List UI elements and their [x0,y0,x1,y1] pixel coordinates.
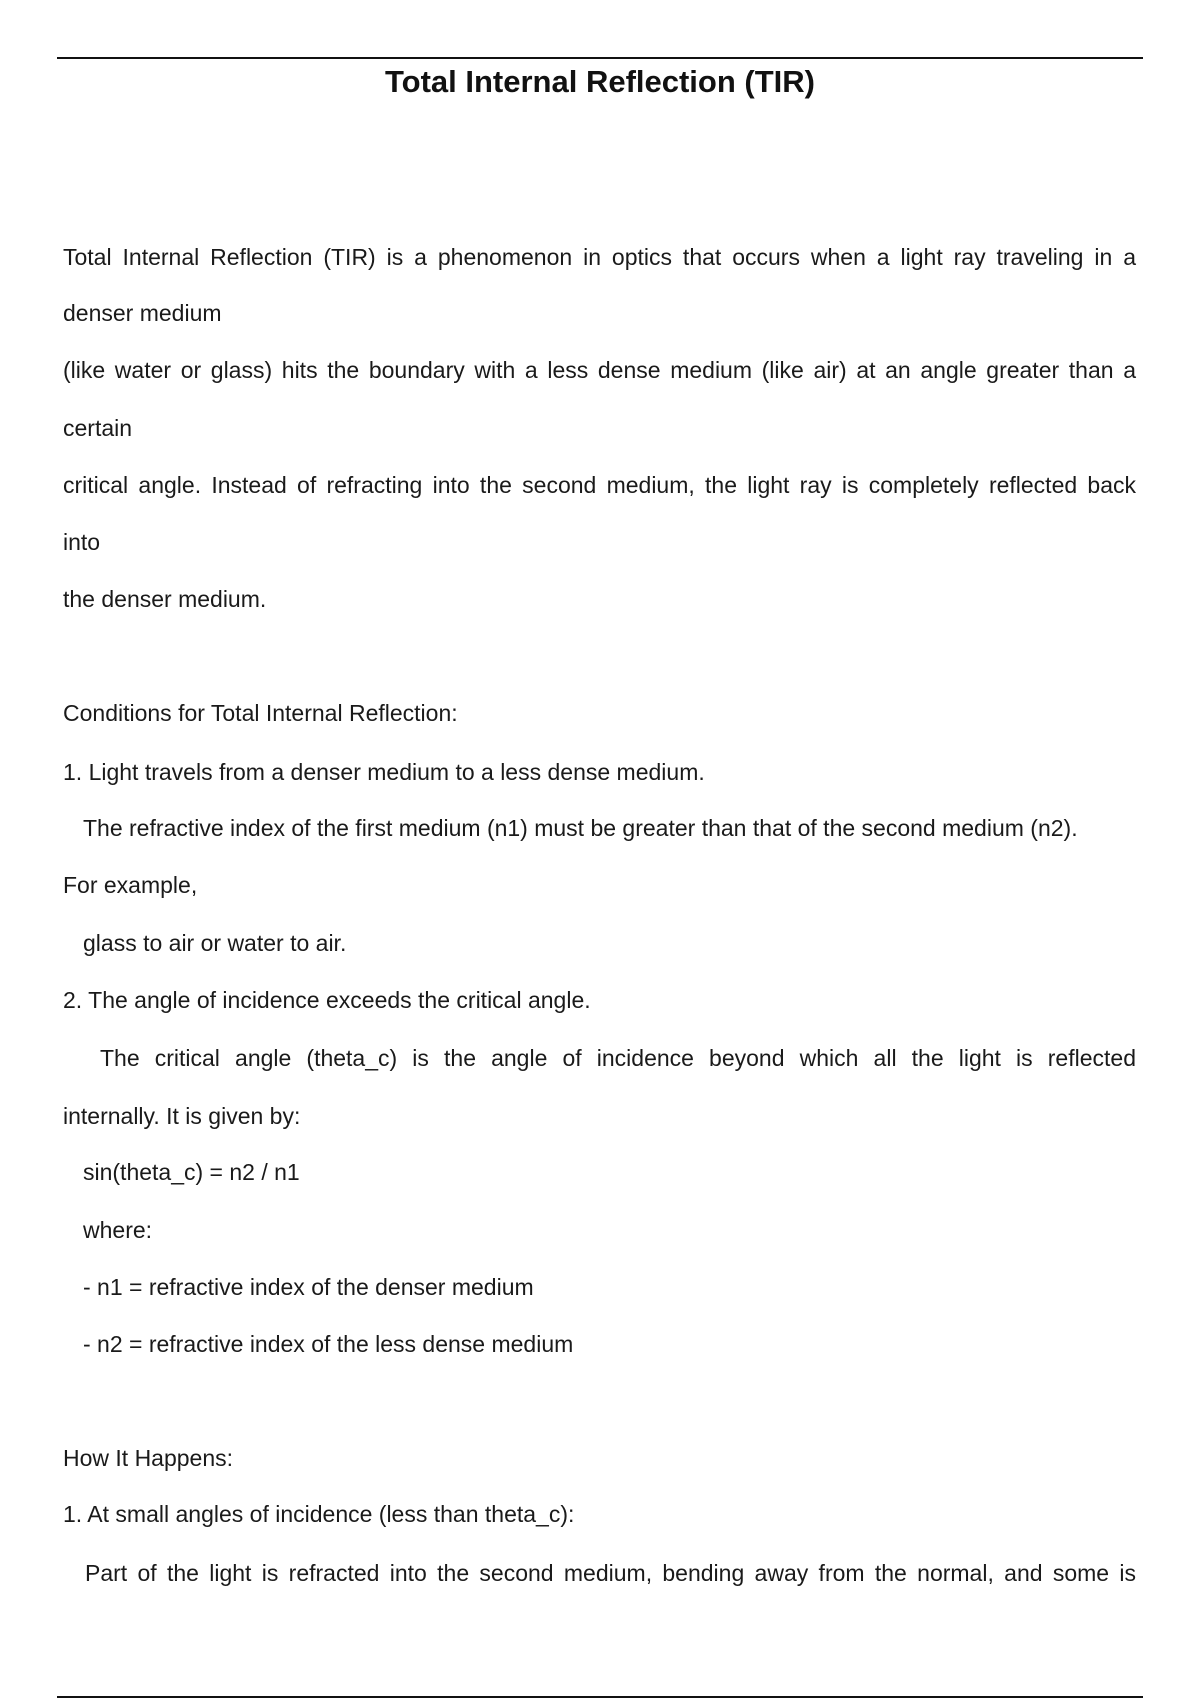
conditions-heading: Conditions for Total Internal Reflection: [63,700,458,726]
condition-item-1-example: For example, [63,872,198,898]
intro-line-2: denser medium [63,300,222,326]
definition-n1: - n1 = refractive index of the denser medium [83,1274,534,1300]
how-heading: How It Happens: [63,1445,234,1471]
how-item-1-detail: Part of the light is refracted into the second medium, bending away from the normal, and some is [85,1560,1136,1586]
page-title: Total Internal Reflection (TIR) [385,64,815,99]
where-label: where: [83,1217,153,1243]
condition-item-2-detail: The critical angle (theta_c) is the angle of incidence beyond which all the light is reflected [100,1045,1136,1071]
definition-n2: - n2 = refractive index of the less dense medium [83,1331,574,1357]
condition-item-2: 2. The angle of incidence exceeds the critical angle. [63,987,591,1013]
intro-line-7: the denser medium. [63,586,267,612]
critical-angle-formula: sin(theta_c) = n2 / n1 [83,1159,300,1185]
intro-line-3: (like water or glass) hits the boundary with a less dense medium (like air) at an angle greater than a [63,357,1136,383]
condition-item-1-example-cont: glass to air or water to air. [83,930,347,956]
condition-item-1: 1. Light travels from a denser medium to a less dense medium. [63,759,705,785]
intro-line-4: certain [63,415,133,441]
how-item-1: 1. At small angles of incidence (less than theta_c): [63,1501,575,1527]
intro-line-6: into [63,529,101,555]
condition-item-2-detail-cont: internally. It is given by: [63,1103,301,1129]
top-rule [57,57,1143,59]
bottom-rule [57,1696,1143,1698]
intro-line-5: critical angle. Instead of refracting into the second medium, the light ray is completely reflected back [63,472,1136,498]
intro-line-1: Total Internal Reflection (TIR) is a phenomenon in optics that occurs when a light ray traveling in a [63,244,1136,270]
condition-item-1-detail: The refractive index of the first medium (n1) must be greater than that of the second medium (n2). [83,815,1078,841]
